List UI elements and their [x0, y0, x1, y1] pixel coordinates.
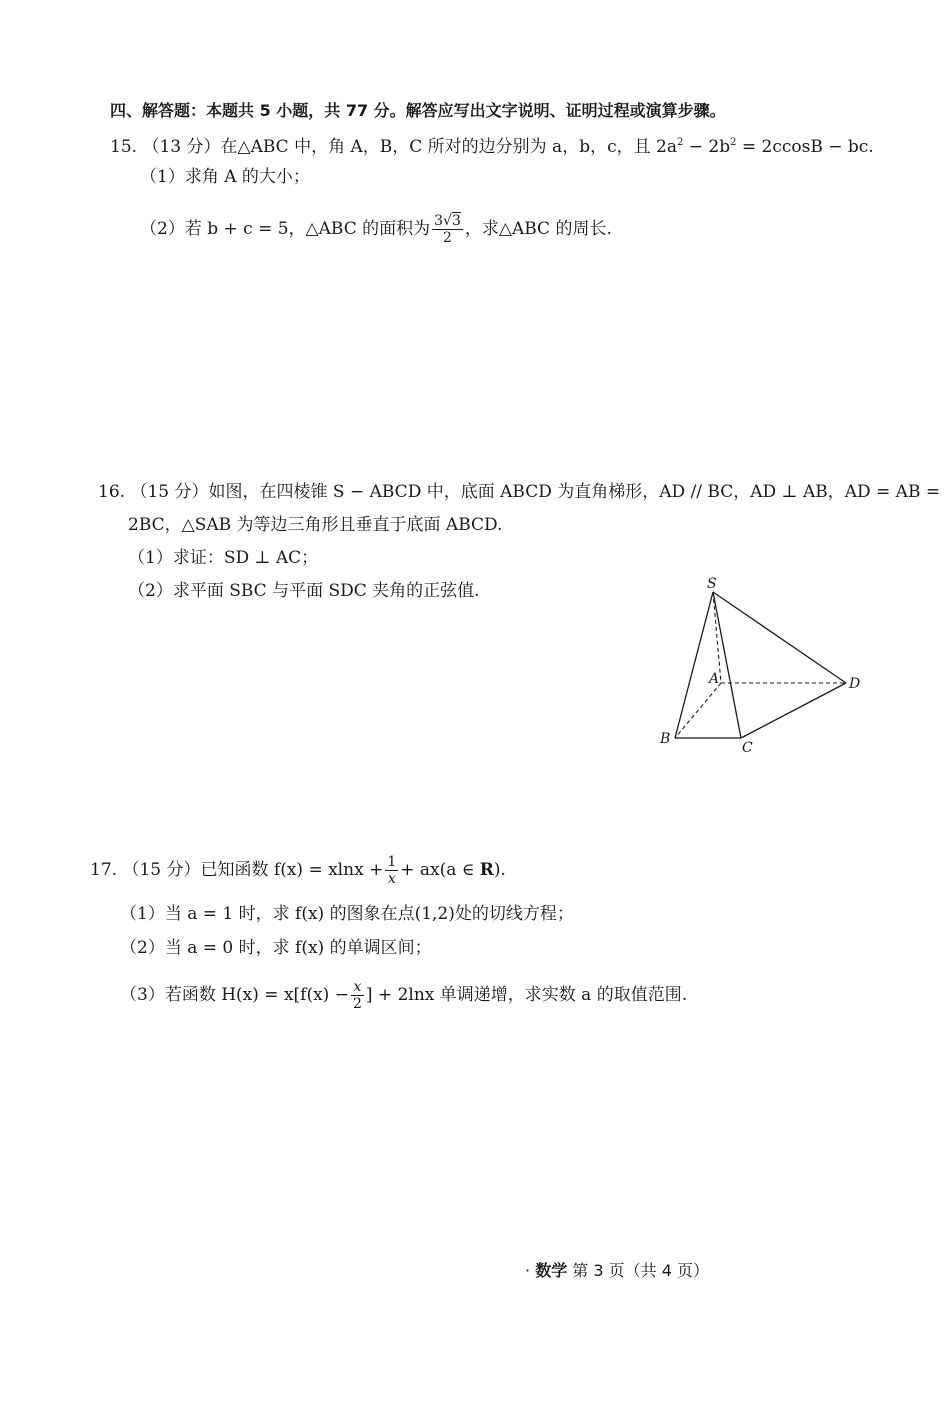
q16-points: （15 分）	[130, 482, 209, 502]
q16-number: 16.	[98, 482, 126, 502]
q15-points: （13 分）	[142, 137, 221, 157]
q16-stem-line1	[98, 481, 940, 503]
q16-part2: （2）求平面 SBC 与平面 SDC 夹角的正弦值.	[128, 581, 480, 601]
q15-area-fraction: $\frac{3√3}{2}$	[434, 213, 461, 246]
q17-stem-b: + ax(a ∈	[400, 860, 480, 880]
q16-stem1: 如图，在四棱锥 S − ABCD 中，底面 ABCD 为直角梯形，AD // BC，AD ⊥ AB，AD = AB =	[208, 482, 941, 502]
q15-stem	[110, 132, 874, 158]
q17-number: 17.	[90, 860, 118, 880]
footer-dot: ·	[525, 1261, 531, 1280]
q16-stem-line2: 2BC，△SAB 为等边三角形且垂直于底面 ABCD.	[128, 515, 503, 535]
q15-area-radicand: 3	[451, 213, 461, 229]
edge-SC	[713, 592, 741, 738]
footer-subject: 数学	[535, 1261, 568, 1280]
q17-stem-c: ).	[493, 860, 506, 880]
edge-SD	[713, 592, 846, 683]
q15-stem-c: = 2ccosB − bc.	[736, 137, 874, 157]
q17-stem	[90, 850, 506, 890]
q17-part3-a: （3）若函数 H(x) = x[f(x) −	[120, 985, 349, 1005]
q17-set-R: R	[479, 860, 494, 880]
q15-part2-b: ，求△ABC 的周长.	[464, 219, 612, 239]
q15-part1: （1）求角 A 的大小；	[140, 167, 310, 187]
q17-part2: （2）当 a = 0 时，求 f(x) 的单调区间；	[120, 938, 432, 958]
page-footer	[525, 1258, 709, 1281]
label-A: A	[709, 671, 720, 687]
label-C: C	[742, 740, 753, 756]
section-header: 四、解答题：本题共 5 小题，共 77 分。解答应写出文字说明、证明过程或演算步骤。	[110, 101, 726, 120]
q15-exp-a: 2	[676, 137, 684, 148]
q17-part1: （1）当 a = 1 时，求 f(x) 的图象在点(1,2)处的切线方程；	[120, 904, 574, 924]
q17-stem-a: 已知函数 f(x) = xlnx +	[200, 860, 384, 880]
q15-area-den: 2	[443, 230, 452, 246]
q17-part3	[120, 975, 687, 1015]
q15-exp-b: 2	[730, 137, 737, 148]
q17-fraction	[385, 854, 398, 887]
q16-part1: （1）求证：SD ⊥ AC；	[128, 548, 319, 568]
q17-part3-num: x	[351, 979, 364, 996]
edge-SA	[713, 592, 721, 683]
q15-part2-a: （2）若 b + c = 5，△ABC 的面积为	[140, 219, 431, 239]
q15-area-coef: 3	[434, 213, 444, 229]
label-D: D	[849, 676, 861, 692]
footer-page: 第 3 页（共 4 页）	[572, 1261, 710, 1280]
q17-part3-den: 2	[352, 996, 362, 1012]
label-S: S	[707, 576, 717, 592]
edge-CD	[741, 683, 846, 738]
pyramid-figure	[655, 572, 870, 757]
q15-part2	[140, 210, 612, 248]
q17-frac-den: x	[387, 871, 396, 887]
q17-part3-fraction	[351, 979, 364, 1012]
label-B: B	[660, 731, 671, 747]
q17-frac-num: 1	[387, 854, 397, 870]
q15-stem-b: − 2b	[683, 137, 731, 157]
q17-part3-b: ] + 2lnx 单调递增，求实数 a 的取值范围.	[365, 985, 688, 1005]
q15-number: 15.	[110, 137, 138, 157]
q15-stem-a: 在△ABC 中，角 A，B，C 所对的边分别为 a，b，c，且 2a	[220, 137, 677, 157]
q17-points: （15 分）	[122, 860, 201, 880]
